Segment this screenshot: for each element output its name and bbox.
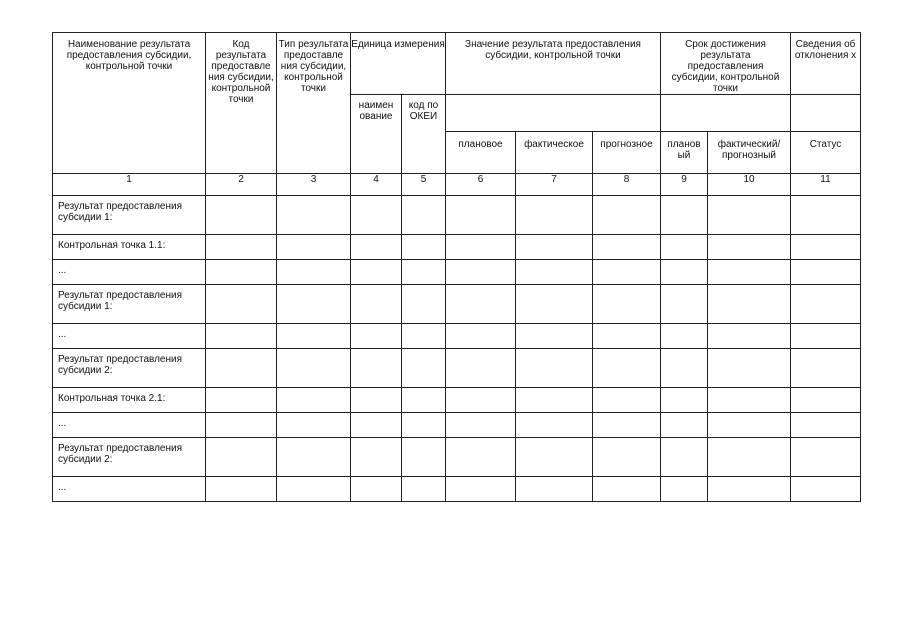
- table-cell: [446, 413, 516, 438]
- table-row: [53, 285, 861, 324]
- table-row: [53, 438, 861, 477]
- table-cell: [351, 235, 402, 260]
- header-result-name: [53, 33, 206, 174]
- table-cell: [593, 413, 661, 438]
- table-cell: [593, 324, 661, 349]
- table-cell: [277, 324, 351, 349]
- table-cell: [402, 477, 446, 502]
- table-cell: [661, 196, 708, 235]
- table-cell: [661, 285, 708, 324]
- header-unit: [351, 33, 446, 95]
- table-cell: [446, 349, 516, 388]
- table-cell: [206, 235, 277, 260]
- table-cell: [593, 438, 661, 477]
- table-row: [53, 196, 861, 235]
- table-row: [53, 477, 861, 502]
- table-row: [53, 388, 861, 413]
- row-label: ...: [53, 477, 206, 502]
- table-cell: [593, 349, 661, 388]
- header-status: [791, 132, 861, 174]
- header-status-text: Статус: [809, 139, 842, 150]
- table-cell: [516, 285, 593, 324]
- table-cell: [277, 388, 351, 413]
- table-cell: [446, 235, 516, 260]
- column-number: 11: [791, 174, 861, 196]
- table-cell: [351, 196, 402, 235]
- column-numbers-row: [53, 174, 861, 196]
- table-cell: [446, 477, 516, 502]
- table-cell: [206, 260, 277, 285]
- row-label: Контрольная точка 1.1:: [53, 235, 206, 260]
- table-cell: [661, 388, 708, 413]
- table-cell: [516, 413, 593, 438]
- table-cell: [791, 349, 861, 388]
- table-cell: [206, 477, 277, 502]
- table-cell: [277, 438, 351, 477]
- table-cell: [708, 324, 791, 349]
- table-cell: [402, 196, 446, 235]
- header-deadline-fact: [708, 132, 791, 174]
- header-value-plan: [446, 132, 516, 174]
- table-cell: [791, 235, 861, 260]
- table-cell: [661, 349, 708, 388]
- header-unit-code-text: код по ОКЕИ: [408, 100, 439, 122]
- row-label: Результат предоставления субсидии 1:: [53, 196, 206, 235]
- table-cell: [516, 438, 593, 477]
- table-cell: [791, 413, 861, 438]
- table-cell: [593, 285, 661, 324]
- header-deviation-spacer: [791, 95, 861, 132]
- table-cell: [402, 349, 446, 388]
- row-label: Результат предоставления субсидии 1:: [53, 285, 206, 324]
- header-deadline-spacer: [661, 95, 791, 132]
- header-code-text: Код результата предоставле ния субсидии, контрольной точки: [208, 39, 274, 105]
- table-cell: [661, 235, 708, 260]
- table-cell: [708, 235, 791, 260]
- table-cell: [708, 413, 791, 438]
- header-code: [206, 33, 277, 174]
- header-value-forecast: [593, 132, 661, 174]
- header-value-fact: [516, 132, 593, 174]
- table-cell: [593, 260, 661, 285]
- table-cell: [791, 196, 861, 235]
- table-cell: [516, 349, 593, 388]
- row-label: Результат предоставления субсидии 2:: [53, 349, 206, 388]
- table-cell: [277, 285, 351, 324]
- header-deadline-plan-text: планов ый: [667, 139, 701, 161]
- table-cell: [446, 438, 516, 477]
- header-value-forecast-text: прогнозное: [600, 139, 653, 150]
- table-cell: [351, 438, 402, 477]
- table-cell: [206, 438, 277, 477]
- table-cell: [708, 388, 791, 413]
- header-value-plan-text: плановое: [458, 139, 503, 150]
- table-cell: [351, 324, 402, 349]
- header-value: [446, 33, 661, 95]
- table-cell: [277, 349, 351, 388]
- column-number: 1: [53, 174, 206, 196]
- table-cell: [206, 196, 277, 235]
- column-number: 6: [446, 174, 516, 196]
- header-type-text: Тип результата предоставле ния субсидии, контрольной точки: [278, 39, 349, 94]
- table-cell: [791, 260, 861, 285]
- table-cell: [593, 388, 661, 413]
- table-cell: [277, 413, 351, 438]
- header-deviation-text: Сведения об отклонения х: [794, 39, 857, 61]
- header-result-name-text: Наименование результата предоставления субсидии, контрольной точки: [66, 39, 192, 72]
- table-cell: [661, 260, 708, 285]
- table-cell: [791, 388, 861, 413]
- table-cell: [402, 235, 446, 260]
- table-row: [53, 349, 861, 388]
- subsidy-results-table: [52, 32, 861, 502]
- table-row: [53, 235, 861, 260]
- column-number: 4: [351, 174, 402, 196]
- table-cell: [351, 388, 402, 413]
- table-cell: [206, 285, 277, 324]
- table-cell: [708, 438, 791, 477]
- column-number: 10: [708, 174, 791, 196]
- table-cell: [791, 477, 861, 502]
- table-row: [53, 324, 861, 349]
- table-cell: [446, 324, 516, 349]
- table-cell: [206, 413, 277, 438]
- table-cell: [593, 477, 661, 502]
- table-cell: [446, 388, 516, 413]
- table-cell: [593, 235, 661, 260]
- row-label: Контрольная точка 2.1:: [53, 388, 206, 413]
- report-sheet: [52, 32, 860, 502]
- header-deviation: [791, 33, 861, 95]
- table-cell: [277, 477, 351, 502]
- table-cell: [277, 196, 351, 235]
- table-cell: [516, 324, 593, 349]
- table-cell: [277, 260, 351, 285]
- table-cell: [351, 285, 402, 324]
- table-row: [53, 260, 861, 285]
- header-deadline: [661, 33, 791, 95]
- table-cell: [516, 388, 593, 413]
- table-cell: [708, 349, 791, 388]
- table-cell: [791, 285, 861, 324]
- column-number: 2: [206, 174, 277, 196]
- table-cell: [206, 388, 277, 413]
- table-cell: [708, 285, 791, 324]
- table-cell: [351, 413, 402, 438]
- table-cell: [516, 477, 593, 502]
- table-cell: [206, 324, 277, 349]
- header-type: [277, 33, 351, 174]
- table-cell: [708, 260, 791, 285]
- table-cell: [206, 349, 277, 388]
- table-cell: [516, 196, 593, 235]
- table-cell: [402, 324, 446, 349]
- header-unit-name: [351, 95, 402, 174]
- table-row: [53, 413, 861, 438]
- header-value-spacer: [446, 95, 661, 132]
- table-cell: [593, 196, 661, 235]
- column-number: 8: [593, 174, 661, 196]
- table-cell: [791, 324, 861, 349]
- table-cell: [402, 413, 446, 438]
- column-number: 5: [402, 174, 446, 196]
- header-deadline-text: Срок достижения результата предоставления субсидии, контрольной точки: [671, 39, 780, 94]
- header-value-text: Значение результата предоставления субсидии, контрольной точки: [465, 39, 641, 61]
- table-cell: [661, 324, 708, 349]
- header-unit-code: [402, 95, 446, 174]
- column-number: 3: [277, 174, 351, 196]
- column-number: 7: [516, 174, 593, 196]
- header-value-fact-text: фактическое: [524, 139, 584, 150]
- row-label: ...: [53, 413, 206, 438]
- table-cell: [402, 260, 446, 285]
- header-deadline-fact-text: фактический/ прогнозный: [717, 139, 781, 161]
- table-cell: [708, 196, 791, 235]
- header-unit-text: Единица измерения: [351, 39, 445, 50]
- table-cell: [277, 235, 351, 260]
- table-cell: [402, 438, 446, 477]
- row-label: Результат предоставления субсидии 2:: [53, 438, 206, 477]
- table-cell: [446, 285, 516, 324]
- header-unit-name-text: наимен ование: [358, 100, 394, 122]
- table-cell: [402, 285, 446, 324]
- column-number: 9: [661, 174, 708, 196]
- table-cell: [446, 260, 516, 285]
- table-cell: [351, 260, 402, 285]
- table-cell: [402, 388, 446, 413]
- table-cell: [661, 477, 708, 502]
- table-cell: [661, 438, 708, 477]
- table-cell: [791, 438, 861, 477]
- table-cell: [446, 196, 516, 235]
- header-deadline-plan: [661, 132, 708, 174]
- table-cell: [516, 235, 593, 260]
- table-cell: [351, 477, 402, 502]
- row-label: ...: [53, 260, 206, 285]
- row-label: ...: [53, 324, 206, 349]
- table-cell: [708, 477, 791, 502]
- table-cell: [661, 413, 708, 438]
- table-cell: [516, 260, 593, 285]
- table-cell: [351, 349, 402, 388]
